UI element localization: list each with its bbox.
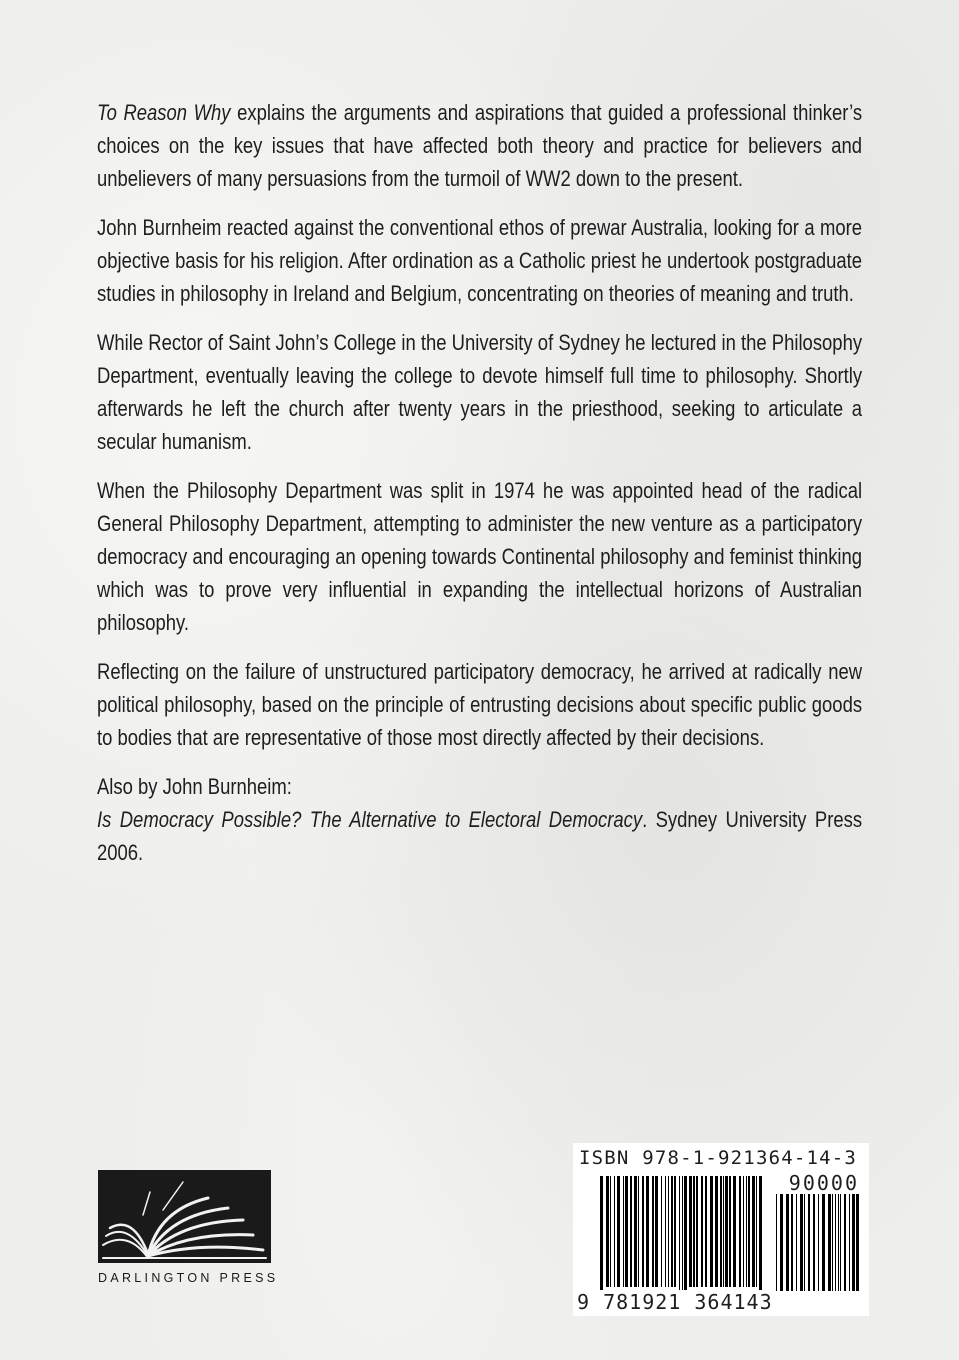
barcode-bar	[804, 1194, 805, 1291]
barcode-bar	[791, 1194, 793, 1291]
paragraph-1: To Reason Why explains the arguments and aspirations that guided a professional thinker’s choices on the key issues that have affected both theory and practice for believers and unbelievers of many persuasions from the turmoil of WW2 down to the present.	[97, 100, 863, 191]
barcode-bar	[684, 1176, 687, 1298]
barcode-bar	[729, 1176, 731, 1287]
back-cover-blurb	[97, 96, 862, 885]
barcode-bar	[689, 1176, 692, 1287]
barcode-bar	[693, 1176, 695, 1287]
paragraph-3: While Rector of Saint John’s College in the University of Sydney he lectured in the Philosophy Department, eventually leaving the college to devote himself full time to philosophy. Shortly afterwards he left the church after twenty years in the priesthood, seeking to articulate a secular humanism.	[97, 330, 863, 454]
barcode-bar	[720, 1176, 722, 1287]
ean-digits: 9 781921 364143	[577, 1290, 773, 1314]
barcode-bar	[617, 1176, 620, 1287]
price-addon: 90000	[788, 1171, 859, 1195]
barcode-bar	[838, 1194, 839, 1291]
barcode-bar	[852, 1194, 855, 1291]
barcode-bar	[835, 1194, 836, 1291]
barcode-bar	[840, 1194, 841, 1291]
barcode-bar	[818, 1194, 819, 1291]
barcode-bar	[701, 1176, 703, 1287]
publisher-name: DARLINGTON PRESS	[98, 1271, 279, 1285]
paragraph-4: When the Philosophy Department was split in 1974 he was appointed head of the radical General Philosophy Department, attempting to administer the new venture as a participatory democracy and encouraging an opening towards Continental philosophy and feminist thinking which was to prove very influential in expanding the intellectual horizons of Australian philosophy.	[97, 478, 863, 635]
barcode-bar	[780, 1194, 783, 1291]
barcode-bar	[661, 1176, 662, 1287]
also-by-label: Also by John Burnheim:	[97, 774, 292, 799]
barcode-bar	[739, 1176, 741, 1287]
barcode-bar	[808, 1194, 810, 1291]
barcode-bar	[800, 1194, 803, 1291]
barcode-bar	[759, 1176, 762, 1298]
barcode-bar	[828, 1194, 831, 1291]
barcode-bar	[710, 1176, 713, 1287]
barcode-bar	[625, 1176, 628, 1287]
barcode-bar	[674, 1176, 676, 1287]
barcode-bar	[822, 1194, 825, 1291]
other-book-title: Is Democracy Possible? The Alternative to Electoral Democracy	[97, 807, 643, 832]
barcode-bar	[600, 1176, 603, 1298]
barcode-bar	[606, 1176, 609, 1287]
barcode-bar	[844, 1194, 846, 1291]
barcode-bar	[638, 1176, 639, 1287]
book-title: To Reason Why	[97, 100, 231, 125]
barcode-bar	[715, 1176, 718, 1287]
barcode-bar	[623, 1176, 624, 1287]
barcode-bar	[634, 1176, 637, 1287]
barcode-bar	[856, 1194, 859, 1291]
barcode-bar	[668, 1176, 669, 1287]
barcode-bar	[752, 1176, 755, 1287]
isbn-barcode	[573, 1143, 869, 1316]
barcode-bar	[652, 1176, 654, 1287]
barcode-bar	[630, 1176, 632, 1287]
barcode-bar	[610, 1176, 611, 1287]
barcode-bar	[671, 1176, 673, 1287]
isbn-text: ISBN 978-1-921364-14-3	[579, 1147, 858, 1169]
barcode-bar	[655, 1176, 658, 1287]
barcode-bar	[723, 1176, 724, 1287]
barcode-bar	[832, 1194, 833, 1291]
paragraph-2: John Burnheim reacted against the conventional ethos of prewar Australia, looking for a more objective basis for his religion. After ordination as a Catholic priest he undertook postgraduate studies in philosophy in Ireland and Belgium, concentrating on theories of meaning and truth.	[97, 215, 863, 306]
barcode-bar	[614, 1176, 615, 1287]
barcode-bar	[642, 1176, 644, 1287]
barcode-bar	[665, 1176, 666, 1287]
barcode-bar	[776, 1194, 777, 1291]
barcode-bar	[756, 1176, 757, 1287]
barcode-bar	[813, 1194, 815, 1291]
barcode-bar	[849, 1194, 850, 1291]
also-by: Also by John Burnheim: Is Democracy Possible? The Alternative to Electoral Democracy. Sydney University Press 2006.	[97, 774, 863, 865]
barcode-bar	[733, 1176, 736, 1287]
publisher-logo	[98, 1170, 279, 1285]
barcode-bar	[646, 1176, 649, 1287]
barcode-bar	[748, 1176, 750, 1287]
barcode-bar	[725, 1176, 728, 1287]
open-book-icon	[98, 1170, 271, 1263]
barcode-bar	[679, 1176, 680, 1298]
barcode-bar	[786, 1194, 789, 1291]
barcode-bar	[746, 1176, 747, 1287]
barcode-bar	[705, 1176, 707, 1287]
barcode-bar	[696, 1176, 698, 1287]
barcode-bar	[682, 1176, 683, 1298]
barcode-bar	[796, 1194, 797, 1291]
paragraph-5: Reflecting on the failure of unstructured participatory democracy, he arrived at radically new political philosophy, based on the principle of entrusting decisions about specific public goods to bodies that are representative of those most directly affected by their decisions.	[97, 659, 863, 750]
barcode-bar	[743, 1176, 744, 1287]
